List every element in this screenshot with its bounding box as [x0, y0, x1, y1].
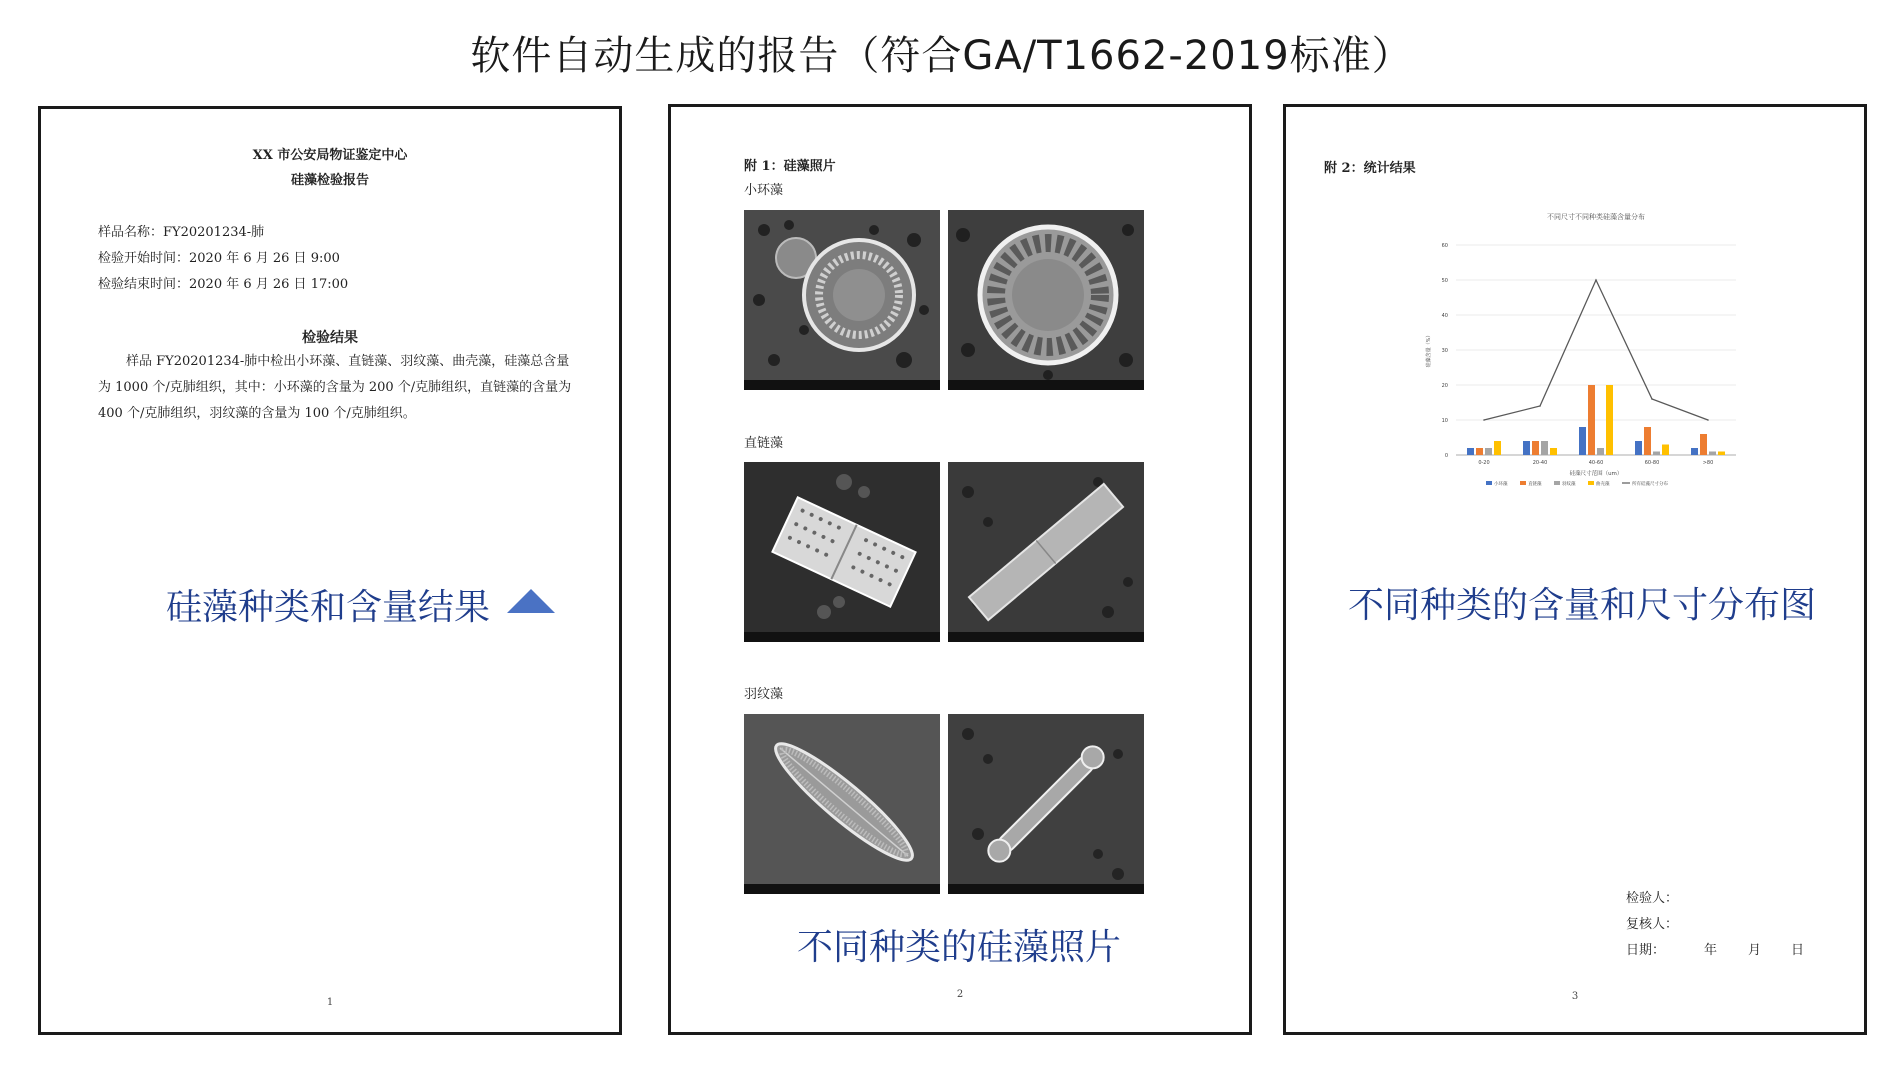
legend-label: 羽纹藻	[1562, 482, 1576, 487]
y-axis-label: 硅藻含量（%）	[1426, 332, 1432, 368]
legend-label: 直链藻	[1528, 482, 1542, 487]
chart-bar	[1467, 448, 1474, 455]
sample-name: 样品名称：FY20201234-肺	[98, 225, 265, 240]
caption-melosira: 直链藻	[744, 436, 784, 451]
start-time: 检验开始时间：2020 年 6 月 26 日 9:00	[98, 251, 340, 266]
chart-bar	[1494, 441, 1501, 455]
chart-bar	[1718, 452, 1725, 456]
page-title: 软件自动生成的报告（符合GA/T1662-2019标准）	[470, 33, 1413, 79]
chart-bar	[1662, 445, 1669, 456]
line-point	[1595, 279, 1597, 281]
y-tick-label: 40	[1441, 313, 1448, 319]
y-tick-label: 60	[1441, 243, 1448, 249]
x-tick-label: 40-60	[1588, 460, 1604, 466]
chart-bar	[1635, 441, 1642, 455]
report-doc-title: 硅藻检验报告	[290, 173, 369, 188]
x-tick-label: 60-80	[1644, 460, 1660, 466]
chart-bar	[1709, 452, 1716, 456]
chart-bar	[1579, 427, 1586, 455]
line-point	[1539, 405, 1541, 407]
callout-results: 硅藻种类和含量结果	[166, 587, 491, 628]
page-number: 2	[956, 989, 964, 1000]
report-page-1	[38, 106, 622, 1035]
chart-title: 不同尺寸不同种类硅藻含量分布	[1547, 213, 1645, 221]
results-paragraph: 样品 FY20201234-肺中检出小环藻、直链藻、羽纹藻、曲壳藻，硅藻总含量为 1000 个/克肺组织，其中：小环藻的含量为 200 个/克肺组织，直链藻的含量为 400 个/克肺组织，羽纹藻的含量为 100 个/克肺组织。	[98, 354, 572, 421]
line-point	[1483, 419, 1485, 421]
legend-label: 所有硅藻尺寸分布	[1632, 482, 1668, 487]
legend-label: 小环藻	[1494, 482, 1508, 487]
sem-photo-cyclotella-2	[948, 210, 1144, 390]
date-year: 年	[1704, 943, 1718, 958]
attachment-title: 附 1：硅藻照片	[744, 159, 836, 174]
distribution-chart	[1416, 205, 1746, 585]
legend-swatch	[1486, 481, 1492, 485]
chart-bar	[1597, 448, 1604, 455]
sem-photo-pinnularia-2	[948, 714, 1144, 894]
inspector-label: 检验人：	[1626, 891, 1679, 906]
report-page-2	[668, 104, 1252, 1035]
chart-bar	[1532, 441, 1539, 455]
sem-photo-melosira-1	[744, 462, 940, 642]
y-tick-label: 30	[1441, 348, 1448, 354]
report-org-header: XX 市公安局物证鉴定中心	[252, 148, 408, 163]
legend-swatch	[1520, 481, 1526, 485]
sem-photo-melosira-2	[948, 462, 1144, 642]
triangle-icon	[507, 589, 555, 613]
x-tick-label: 0-20	[1478, 460, 1490, 466]
chart-bar	[1644, 427, 1651, 455]
sem-photo-cyclotella-1	[744, 210, 940, 390]
y-tick-label: 0	[1444, 453, 1448, 459]
results-heading: 检验结果	[302, 330, 358, 346]
y-tick-label: 50	[1441, 278, 1448, 284]
chart-bar	[1606, 385, 1613, 455]
chart-bar	[1541, 441, 1548, 455]
chart-bar	[1485, 448, 1492, 455]
date-label: 日期：	[1626, 943, 1666, 958]
y-tick-label: 10	[1441, 418, 1448, 424]
chart-bar	[1700, 434, 1707, 455]
legend-label: 曲壳藻	[1596, 482, 1610, 487]
callout-chart: 不同种类的含量和尺寸分布图	[1348, 585, 1817, 626]
end-time: 检验结束时间：2020 年 6 月 26 日 17:00	[98, 277, 349, 292]
attachment-title: 附 2：统计结果	[1324, 161, 1416, 176]
chart-svg	[1416, 205, 1746, 585]
caption-cyclotella: 小环藻	[744, 183, 784, 198]
chart-bar	[1588, 385, 1595, 455]
date-day: 日	[1791, 943, 1805, 958]
line-point	[1707, 419, 1709, 421]
chart-bar	[1523, 441, 1530, 455]
date-month: 月	[1748, 943, 1762, 958]
x-tick-label: >80	[1702, 460, 1714, 466]
line-point	[1651, 398, 1653, 400]
reviewer-label: 复核人：	[1626, 917, 1679, 932]
chart-bar	[1653, 452, 1660, 456]
page-number: 1	[326, 997, 334, 1008]
legend-swatch	[1554, 481, 1560, 485]
chart-bar	[1550, 448, 1557, 455]
chart-bar	[1691, 448, 1698, 455]
x-tick-label: 20-40	[1532, 460, 1548, 466]
callout-photos: 不同种类的硅藻照片	[797, 927, 1122, 968]
x-axis-label: 硅藻尺寸范围（um）	[1569, 471, 1623, 477]
report-page-3	[1283, 104, 1867, 1035]
y-tick-label: 20	[1441, 383, 1448, 389]
chart-bar	[1476, 448, 1483, 455]
page-number: 3	[1571, 991, 1579, 1002]
legend-swatch	[1588, 481, 1594, 485]
sem-photo-pinnularia-1	[744, 714, 940, 894]
caption-pinnularia: 羽纹藻	[744, 687, 784, 702]
